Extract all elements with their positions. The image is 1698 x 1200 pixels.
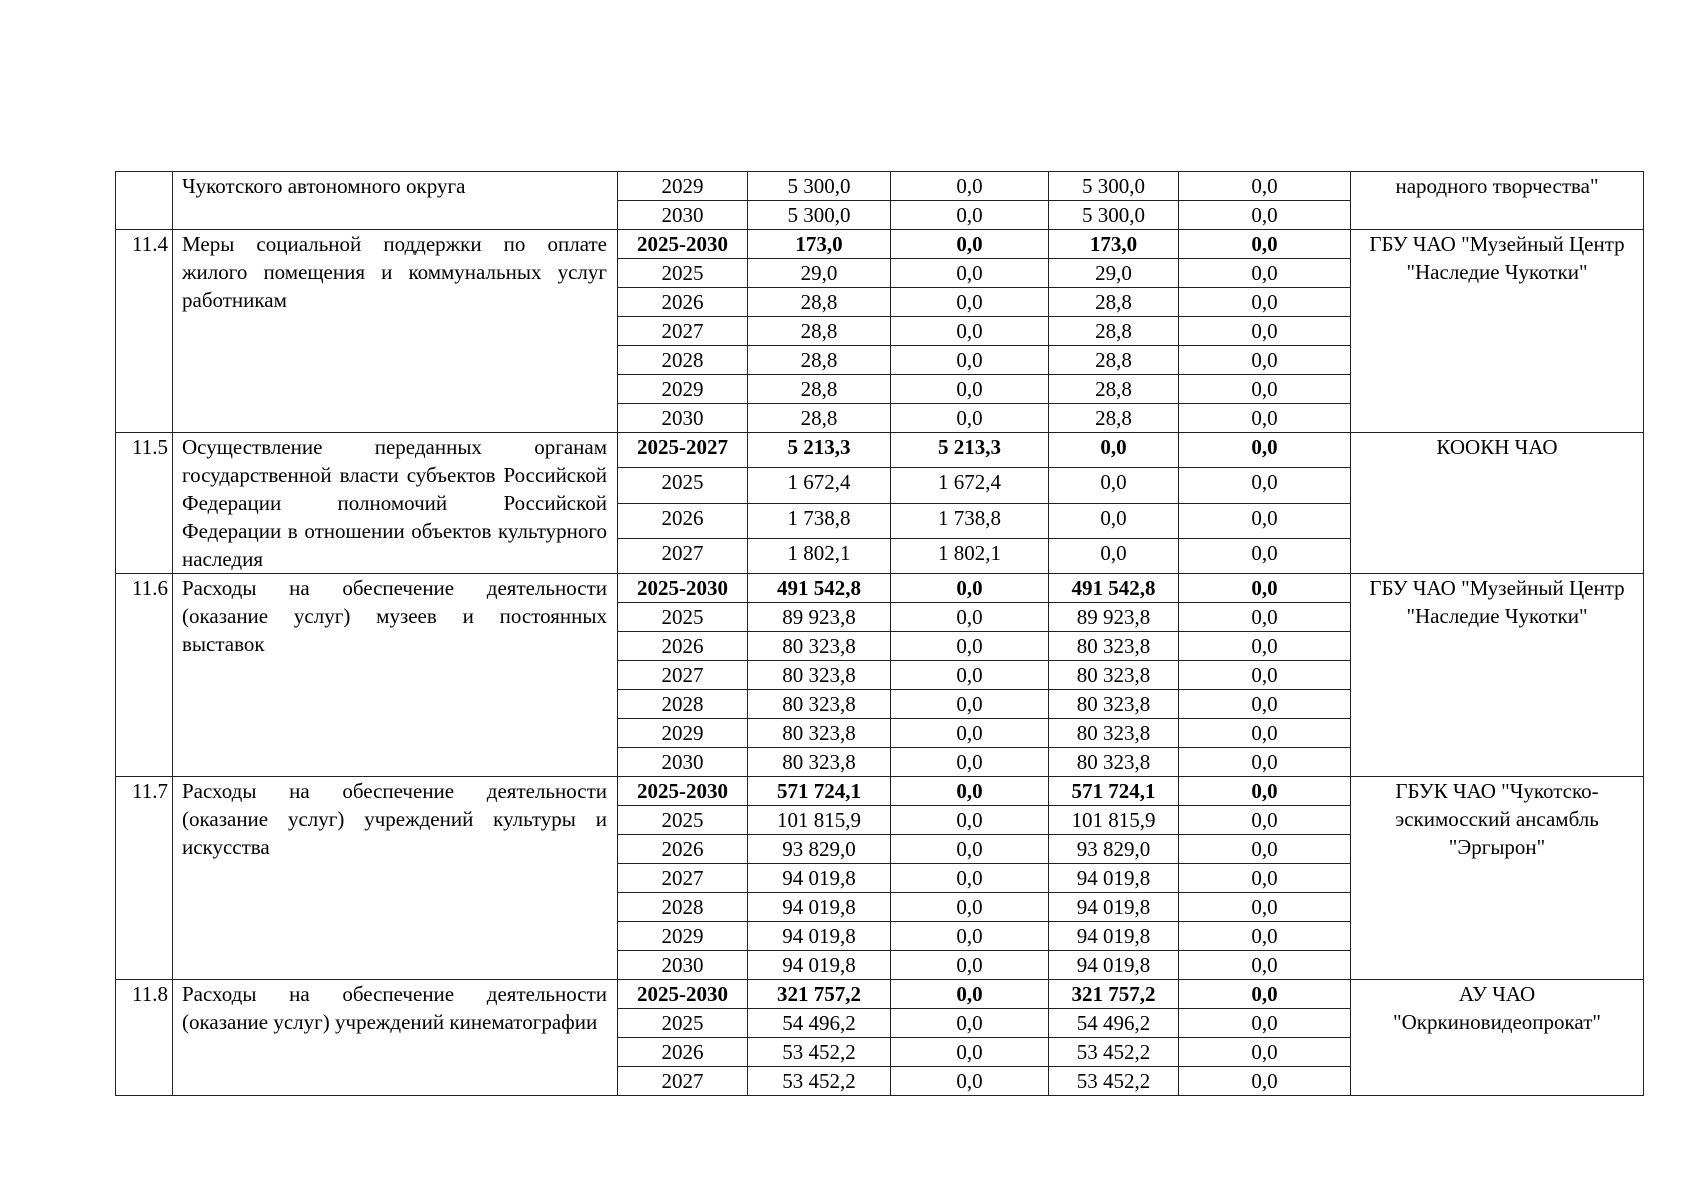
- other-sources-cell: 0,0: [1179, 951, 1351, 980]
- period-cell: 2026: [618, 288, 748, 317]
- other-sources-cell: 0,0: [1179, 661, 1351, 690]
- period-cell: 2025-2030: [618, 980, 748, 1009]
- other-sources-cell: 0,0: [1179, 574, 1351, 603]
- other-sources-cell: 0,0: [1179, 1067, 1351, 1096]
- other-sources-cell: 0,0: [1179, 375, 1351, 404]
- total-cell: 28,8: [748, 288, 891, 317]
- total-cell: 29,0: [748, 259, 891, 288]
- total-cell: 94 019,8: [748, 893, 891, 922]
- regional-budget-cell: 491 542,8: [1049, 574, 1179, 603]
- other-sources-cell: 0,0: [1179, 893, 1351, 922]
- other-sources-cell: 0,0: [1179, 1009, 1351, 1038]
- total-cell: 1 672,4: [748, 468, 891, 503]
- period-cell: 2025: [618, 1009, 748, 1038]
- other-sources-cell: 0,0: [1179, 864, 1351, 893]
- period-cell: 2025-2027: [618, 433, 748, 468]
- item-description: Меры социальной поддержки по оплате жилого помещения и коммунальных услуг работникам: [173, 230, 618, 433]
- federal-budget-cell: 0,0: [891, 1067, 1049, 1096]
- other-sources-cell: 0,0: [1179, 777, 1351, 806]
- federal-budget-cell: 0,0: [891, 288, 1049, 317]
- other-sources-cell: 0,0: [1179, 259, 1351, 288]
- other-sources-cell: 0,0: [1179, 172, 1351, 201]
- responsible-executor: ГБУ ЧАО "Музейный Центр "Наследие Чукотки": [1351, 230, 1644, 433]
- regional-budget-cell: 80 323,8: [1049, 661, 1179, 690]
- period-cell: 2026: [618, 632, 748, 661]
- period-cell: 2025-2030: [618, 230, 748, 259]
- regional-budget-cell: 5 300,0: [1049, 201, 1179, 230]
- other-sources-cell: 0,0: [1179, 806, 1351, 835]
- federal-budget-cell: 0,0: [891, 922, 1049, 951]
- period-cell: 2026: [618, 503, 748, 538]
- regional-budget-cell: 94 019,8: [1049, 864, 1179, 893]
- regional-budget-cell: 28,8: [1049, 317, 1179, 346]
- total-cell: 93 829,0: [748, 835, 891, 864]
- federal-budget-cell: 0,0: [891, 1009, 1049, 1038]
- regional-budget-cell: 53 452,2: [1049, 1067, 1179, 1096]
- regional-budget-cell: 80 323,8: [1049, 690, 1179, 719]
- period-cell: 2028: [618, 893, 748, 922]
- federal-budget-cell: 0,0: [891, 951, 1049, 980]
- total-cell: 321 757,2: [748, 980, 891, 1009]
- regional-budget-cell: 0,0: [1049, 538, 1179, 573]
- total-cell: 5 300,0: [748, 172, 891, 201]
- period-cell: 2026: [618, 835, 748, 864]
- regional-budget-cell: 94 019,8: [1049, 893, 1179, 922]
- total-cell: 28,8: [748, 404, 891, 433]
- total-cell: 54 496,2: [748, 1009, 891, 1038]
- table-row-total: [116, 777, 1644, 806]
- other-sources-cell: 0,0: [1179, 317, 1351, 346]
- responsible-executor: ГБУК ЧАО "Чукотско-эскимосский ансамбль "Эргырон": [1351, 777, 1644, 980]
- total-cell: 89 923,8: [748, 603, 891, 632]
- period-cell: 2027: [618, 661, 748, 690]
- regional-budget-cell: 94 019,8: [1049, 922, 1179, 951]
- table-row-total: [116, 230, 1644, 259]
- federal-budget-cell: 0,0: [891, 661, 1049, 690]
- other-sources-cell: 0,0: [1179, 404, 1351, 433]
- responsible-executor: народного творчества": [1351, 172, 1644, 230]
- other-sources-cell: 0,0: [1179, 748, 1351, 777]
- federal-budget-cell: 1 802,1: [891, 538, 1049, 573]
- period-cell: 2027: [618, 864, 748, 893]
- total-cell: 53 452,2: [748, 1038, 891, 1067]
- federal-budget-cell: 1 738,8: [891, 503, 1049, 538]
- period-cell: 2027: [618, 317, 748, 346]
- other-sources-cell: 0,0: [1179, 230, 1351, 259]
- total-cell: 80 323,8: [748, 690, 891, 719]
- item-number: [116, 172, 173, 230]
- total-cell: 5 300,0: [748, 201, 891, 230]
- other-sources-cell: 0,0: [1179, 201, 1351, 230]
- regional-budget-cell: 28,8: [1049, 404, 1179, 433]
- regional-budget-cell: 321 757,2: [1049, 980, 1179, 1009]
- item-number: 11.4: [116, 230, 173, 433]
- item-description: Осуществление переданных органам государственной власти субъектов Российской Федерации полномочий Российской Федерации в отношении объектов культурного наследия: [173, 433, 618, 574]
- period-cell: 2029: [618, 172, 748, 201]
- total-cell: 94 019,8: [748, 864, 891, 893]
- item-number: 11.5: [116, 433, 173, 574]
- regional-budget-cell: 0,0: [1049, 468, 1179, 503]
- total-cell: 80 323,8: [748, 632, 891, 661]
- federal-budget-cell: 0,0: [891, 404, 1049, 433]
- other-sources-cell: 0,0: [1179, 690, 1351, 719]
- federal-budget-cell: 0,0: [891, 835, 1049, 864]
- period-cell: 2029: [618, 922, 748, 951]
- other-sources-cell: 0,0: [1179, 433, 1351, 468]
- period-cell: 2029: [618, 719, 748, 748]
- federal-budget-cell: 1 672,4: [891, 468, 1049, 503]
- period-cell: 2027: [618, 1067, 748, 1096]
- total-cell: 28,8: [748, 346, 891, 375]
- other-sources-cell: 0,0: [1179, 719, 1351, 748]
- federal-budget-cell: 5 213,3: [891, 433, 1049, 468]
- regional-budget-cell: 80 323,8: [1049, 719, 1179, 748]
- total-cell: 1 802,1: [748, 538, 891, 573]
- period-cell: 2025: [618, 603, 748, 632]
- program-funding-table: [115, 171, 1644, 1096]
- other-sources-cell: 0,0: [1179, 922, 1351, 951]
- federal-budget-cell: 0,0: [891, 632, 1049, 661]
- total-cell: 94 019,8: [748, 951, 891, 980]
- item-description: Чукотского автономного округа: [173, 172, 618, 230]
- item-description: Расходы на обеспечение деятельности (оказание услуг) учреждений кинематографии: [173, 980, 618, 1096]
- other-sources-cell: 0,0: [1179, 835, 1351, 864]
- table-row-total: [116, 980, 1644, 1009]
- federal-budget-cell: 0,0: [891, 172, 1049, 201]
- period-cell: 2025: [618, 468, 748, 503]
- regional-budget-cell: 28,8: [1049, 288, 1179, 317]
- regional-budget-cell: 5 300,0: [1049, 172, 1179, 201]
- federal-budget-cell: 0,0: [891, 806, 1049, 835]
- federal-budget-cell: 0,0: [891, 603, 1049, 632]
- federal-budget-cell: 0,0: [891, 201, 1049, 230]
- regional-budget-cell: 53 452,2: [1049, 1038, 1179, 1067]
- period-cell: 2030: [618, 404, 748, 433]
- total-cell: 1 738,8: [748, 503, 891, 538]
- other-sources-cell: 0,0: [1179, 503, 1351, 538]
- period-cell: 2025: [618, 806, 748, 835]
- regional-budget-cell: 54 496,2: [1049, 1009, 1179, 1038]
- period-cell: 2028: [618, 346, 748, 375]
- federal-budget-cell: 0,0: [891, 346, 1049, 375]
- regional-budget-cell: 173,0: [1049, 230, 1179, 259]
- total-cell: 28,8: [748, 375, 891, 404]
- federal-budget-cell: 0,0: [891, 864, 1049, 893]
- item-description: Расходы на обеспечение деятельности (оказание услуг) музеев и постоянных выставок: [173, 574, 618, 777]
- period-cell: 2030: [618, 201, 748, 230]
- item-number: 11.7: [116, 777, 173, 980]
- total-cell: 80 323,8: [748, 661, 891, 690]
- regional-budget-cell: 93 829,0: [1049, 835, 1179, 864]
- other-sources-cell: 0,0: [1179, 980, 1351, 1009]
- period-cell: 2027: [618, 538, 748, 573]
- period-cell: 2026: [618, 1038, 748, 1067]
- federal-budget-cell: 0,0: [891, 748, 1049, 777]
- total-cell: 28,8: [748, 317, 891, 346]
- federal-budget-cell: 0,0: [891, 980, 1049, 1009]
- federal-budget-cell: 0,0: [891, 719, 1049, 748]
- total-cell: 101 815,9: [748, 806, 891, 835]
- other-sources-cell: 0,0: [1179, 538, 1351, 573]
- other-sources-cell: 0,0: [1179, 1038, 1351, 1067]
- total-cell: 571 724,1: [748, 777, 891, 806]
- period-cell: 2030: [618, 748, 748, 777]
- federal-budget-cell: 0,0: [891, 690, 1049, 719]
- other-sources-cell: 0,0: [1179, 468, 1351, 503]
- federal-budget-cell: 0,0: [891, 893, 1049, 922]
- regional-budget-cell: 89 923,8: [1049, 603, 1179, 632]
- period-cell: 2025-2030: [618, 777, 748, 806]
- table-row-total: [116, 433, 1644, 468]
- federal-budget-cell: 0,0: [891, 375, 1049, 404]
- responsible-executor: АУ ЧАО "Окркиновидеопрокат": [1351, 980, 1644, 1096]
- total-cell: 94 019,8: [748, 922, 891, 951]
- total-cell: 53 452,2: [748, 1067, 891, 1096]
- other-sources-cell: 0,0: [1179, 346, 1351, 375]
- regional-budget-cell: 0,0: [1049, 433, 1179, 468]
- responsible-executor: КООКН ЧАО: [1351, 433, 1644, 574]
- other-sources-cell: 0,0: [1179, 603, 1351, 632]
- item-description: Расходы на обеспечение деятельности (оказание услуг) учреждений культуры и искусства: [173, 777, 618, 980]
- regional-budget-cell: 571 724,1: [1049, 777, 1179, 806]
- responsible-executor: ГБУ ЧАО "Музейный Центр "Наследие Чукотки": [1351, 574, 1644, 777]
- period-cell: 2028: [618, 690, 748, 719]
- item-number: 11.6: [116, 574, 173, 777]
- regional-budget-cell: 94 019,8: [1049, 951, 1179, 980]
- regional-budget-cell: 80 323,8: [1049, 748, 1179, 777]
- period-cell: 2025-2030: [618, 574, 748, 603]
- period-cell: 2029: [618, 375, 748, 404]
- period-cell: 2025: [618, 259, 748, 288]
- regional-budget-cell: 80 323,8: [1049, 632, 1179, 661]
- federal-budget-cell: 0,0: [891, 574, 1049, 603]
- total-cell: 80 323,8: [748, 719, 891, 748]
- federal-budget-cell: 0,0: [891, 317, 1049, 346]
- period-cell: 2030: [618, 951, 748, 980]
- total-cell: 491 542,8: [748, 574, 891, 603]
- federal-budget-cell: 0,0: [891, 259, 1049, 288]
- regional-budget-cell: 101 815,9: [1049, 806, 1179, 835]
- federal-budget-cell: 0,0: [891, 777, 1049, 806]
- other-sources-cell: 0,0: [1179, 632, 1351, 661]
- regional-budget-cell: 28,8: [1049, 346, 1179, 375]
- table-row: [116, 172, 1644, 201]
- regional-budget-cell: 0,0: [1049, 503, 1179, 538]
- other-sources-cell: 0,0: [1179, 288, 1351, 317]
- regional-budget-cell: 29,0: [1049, 259, 1179, 288]
- federal-budget-cell: 0,0: [891, 1038, 1049, 1067]
- item-number: 11.8: [116, 980, 173, 1096]
- table-row-total: [116, 574, 1644, 603]
- total-cell: 80 323,8: [748, 748, 891, 777]
- federal-budget-cell: 0,0: [891, 230, 1049, 259]
- total-cell: 5 213,3: [748, 433, 891, 468]
- total-cell: 173,0: [748, 230, 891, 259]
- regional-budget-cell: 28,8: [1049, 375, 1179, 404]
